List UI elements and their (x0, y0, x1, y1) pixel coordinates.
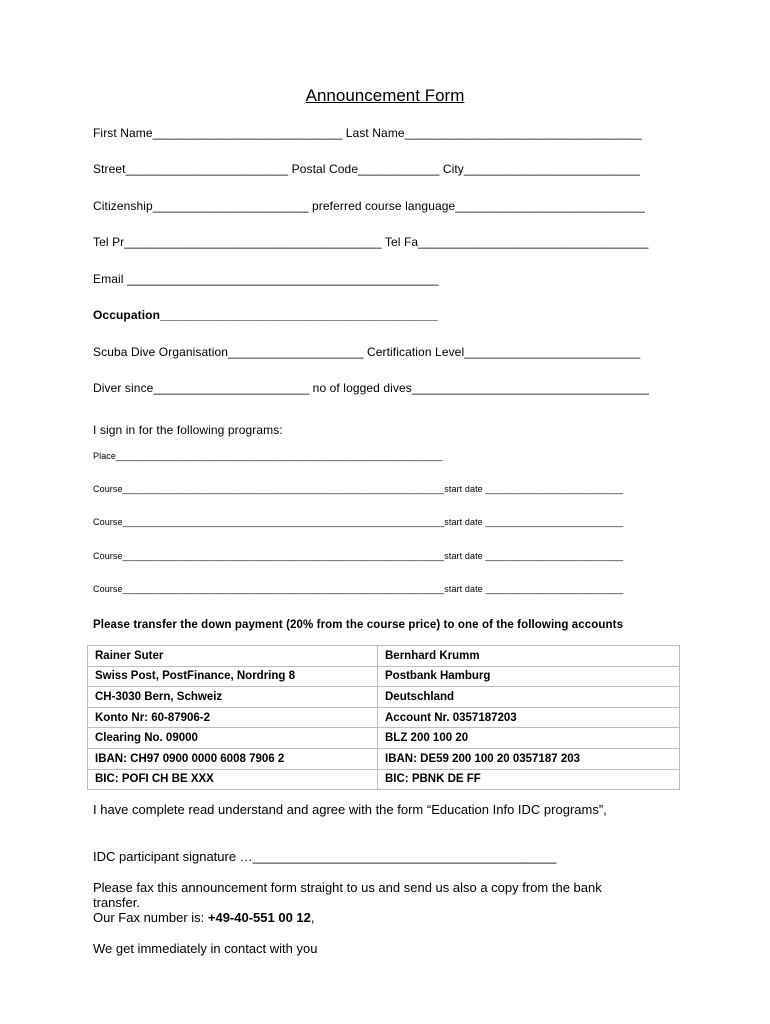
address-field-row[interactable]: Street________________________ Postal Code____________ City__________________________ (93, 162, 640, 176)
bank-accounts-table (87, 645, 680, 790)
email-field-row[interactable]: Email ______________________________________________ (93, 272, 439, 286)
fax-number-suffix: , (310, 910, 315, 925)
account-row (88, 748, 680, 769)
account-row (88, 646, 680, 667)
form-title: Announcement Form (305, 86, 465, 105)
diver-since-field-row[interactable]: Diver since_______________________ no of logged dives___________________________________ (93, 381, 649, 395)
account-row (88, 707, 680, 728)
swiss-account-cell: Swiss Post, PostFinance, Nordring 8 (88, 666, 378, 687)
agreement-text: I have complete read understand and agree with the form “Education Info IDC programs”, (93, 802, 607, 817)
account-row (88, 687, 680, 708)
citizenship-field-row[interactable]: Citizenship_______________________ preferred course language____________________________ (93, 199, 645, 213)
swiss-account-cell: CH-3030 Bern, Schweiz (88, 687, 378, 708)
course-field-2[interactable]: Course_______________________________________________________________start date ___________________________ (93, 517, 624, 527)
fax-number: +49-40-551 00 12 (207, 910, 311, 925)
swiss-account-cell: Rainer Suter (88, 646, 378, 667)
fax-number-line (93, 910, 315, 925)
name-field-row[interactable]: First Name____________________________ Last Name___________________________________ (93, 126, 642, 140)
swiss-account-cell: IBAN: CH97 0900 0000 6008 7906 2 (88, 748, 378, 769)
swiss-account-cell: BIC: POFI CH BE XXX (88, 769, 378, 790)
german-account-cell: Account Nr. 0357187203 (378, 707, 680, 728)
place-field[interactable]: Place________________________________________________________________ (93, 451, 443, 461)
german-account-cell: Postbank Hamburg (378, 666, 680, 687)
german-account-cell: IBAN: DE59 200 100 20 0357187 203 (378, 748, 680, 769)
signature-field[interactable]: IDC participant signature …__________________________________________ (93, 849, 557, 864)
german-account-cell: Deutschland (378, 687, 680, 708)
occupation-field-row[interactable]: Occupation_________________________________________ (93, 308, 438, 322)
telephone-field-row[interactable]: Tel Pr______________________________________ Tel Fa__________________________________ (93, 235, 649, 249)
course-field-1[interactable]: Course_______________________________________________________________start date ___________________________ (93, 484, 624, 494)
course-field-4[interactable]: Course_______________________________________________________________start date ___________________________ (93, 584, 624, 594)
german-account-cell: BLZ 200 100 20 (378, 728, 680, 749)
course-field-3[interactable]: Course_______________________________________________________________start date ___________________________ (93, 551, 624, 561)
account-row (88, 728, 680, 749)
german-account-cell: BIC: PBNK DE FF (378, 769, 680, 790)
swiss-account-cell: Konto Nr: 60-87906-2 (88, 707, 378, 728)
swiss-account-cell: Clearing No. 09000 (88, 728, 378, 749)
fax-instruction-line-2: transfer. (93, 895, 140, 910)
dive-organisation-field-row[interactable]: Scuba Dive Organisation____________________ Certification Level__________________________ (93, 345, 641, 359)
fax-instruction-line-1: Please fax this announcement form straight to us and send us also a copy from the bank (93, 880, 602, 895)
contact-text: We get immediately in contact with you (93, 941, 318, 956)
german-account-cell: Bernhard Krumm (378, 646, 680, 667)
programs-heading: I sign in for the following programs: (93, 423, 283, 437)
payment-heading: Please transfer the down payment (20% from the course price) to one of the following accounts (93, 619, 624, 631)
fax-number-label: Our Fax number is: (93, 910, 208, 925)
account-row (88, 666, 680, 687)
account-row (88, 769, 680, 790)
